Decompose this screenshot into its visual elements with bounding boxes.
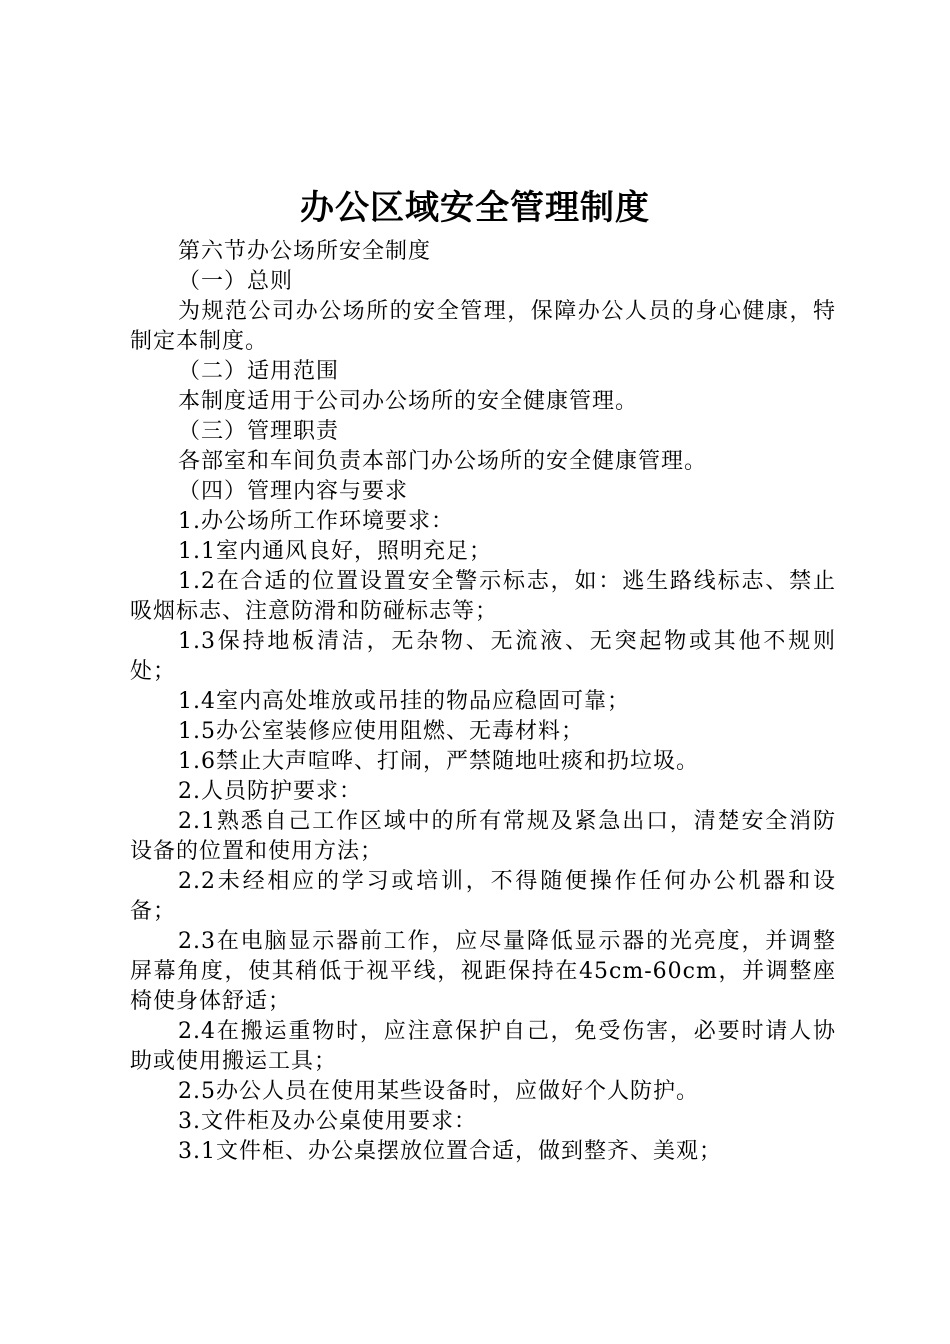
paragraph-item-1-2: 1.2在合适的位置设置安全警示标志，如：逃生路线标志、禁止吸烟标志、注意防滑和防碰标志等； <box>130 569 836 624</box>
paragraph-item-2-4: 2.4在搬运重物时，应注意保护自己，免受伤害，必要时请人协助或使用搬运工具； <box>130 1019 836 1074</box>
paragraph-general-heading: （一）总则 <box>178 269 294 294</box>
paragraph-item-3: 3.文件柜及办公桌使用要求： <box>178 1109 477 1134</box>
paragraph-item-1-6: 1.6禁止大声喧哗、打闹，严禁随地吐痰和扔垃圾。 <box>178 749 699 774</box>
document-title: 办公区域安全管理制度 <box>300 188 650 228</box>
document-body <box>130 237 836 1167</box>
paragraph-item-2: 2.人员防护要求： <box>178 779 362 804</box>
paragraph-item-2-2: 2.2未经相应的学习或培训，不得随便操作任何办公机器和设备； <box>130 869 836 924</box>
paragraph-item-1: 1.办公场所工作环境要求： <box>178 509 454 534</box>
paragraph-item-2-5: 2.5办公人员在使用某些设备时，应做好个人防护。 <box>178 1079 699 1104</box>
paragraph-scope-heading: （二）适用范围 <box>178 359 340 384</box>
paragraph-item-2-3: 2.3在电脑显示器前工作，应尽量降低显示器的光亮度，并调整屏幕角度，使其稍低于视平线，视距保持在45cm-60cm，并调整座椅使身体舒适； <box>130 929 836 1014</box>
paragraph-duty-heading: （三）管理职责 <box>178 419 340 444</box>
paragraph-section-heading: 第六节办公场所安全制度 <box>178 239 432 264</box>
paragraph-item-3-1: 3.1文件柜、办公桌摆放位置合适，做到整齐、美观； <box>178 1139 722 1164</box>
paragraph-item-1-3: 1.3保持地板清洁，无杂物、无流液、无突起物或其他不规则处； <box>130 629 836 684</box>
paragraph-duty-text: 各部室和车间负责本部门办公场所的安全健康管理。 <box>178 449 708 474</box>
paragraph-content-heading: （四）管理内容与要求 <box>178 479 409 504</box>
paragraph-item-1-5: 1.5办公室装修应使用阻燃、无毒材料； <box>178 719 584 744</box>
paragraph-item-1-1: 1.1室内通风良好，照明充足； <box>178 539 492 564</box>
paragraph-item-1-4: 1.4室内高处堆放或吊挂的物品应稳固可靠； <box>178 689 630 714</box>
paragraph-scope-text: 本制度适用于公司办公场所的安全健康管理。 <box>178 389 639 414</box>
paragraph-item-2-1: 2.1熟悉自己工作区域中的所有常规及紧急出口，清楚安全消防设备的位置和使用方法； <box>130 809 836 864</box>
paragraph-general-text: 为规范公司办公场所的安全管理，保障办公人员的身心健康，特制定本制度。 <box>130 299 836 354</box>
